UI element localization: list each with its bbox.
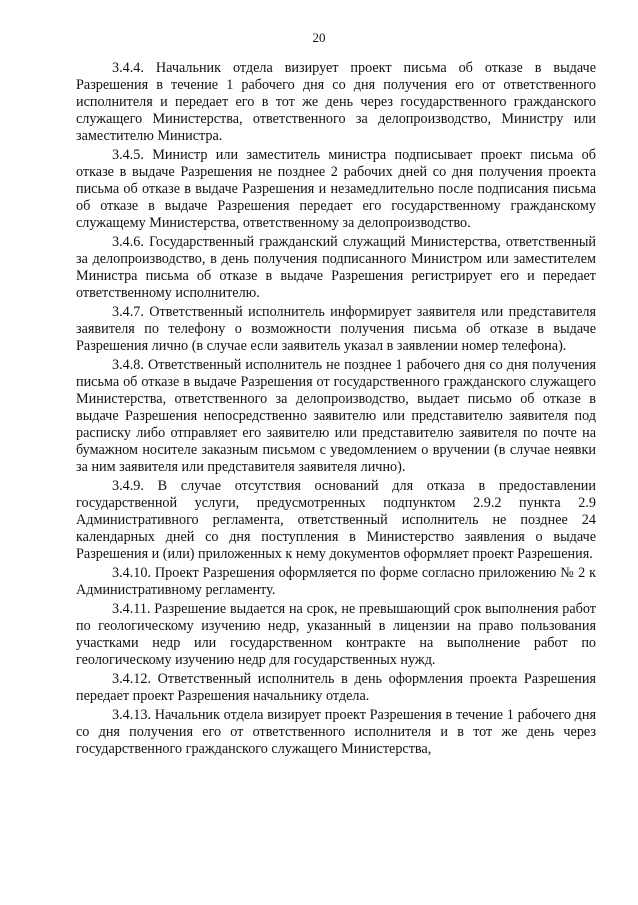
document-body bbox=[76, 60, 596, 758]
paragraph-3-4-8: 3.4.8. Ответственный исполнитель не позднее 1 рабочего дня со дня получения письма об отказе в выдаче Разрешения от государственного гражданского служащего Министерства, ответственного за делопроизводство, выдает письмо об отказе в выдаче Разрешения непосредственно заявителю или представителю заявителя под расписку либо отправляет его заявителю или представителю заявителя по почте на бумажном носителе заказным письмом с уведомлением о вручении (в случае неявки за ним заявителя или представителя заявителя лично). bbox=[76, 357, 596, 475]
paragraph-3-4-4: 3.4.4. Начальник отдела визирует проект письма об отказе в выдаче Разрешения в течение 1 рабочего дня со дня получения его от ответственного исполнителя и передает его в тот же день через государственного гражданского служащего Министерства, ответственного за делопроизводство, Министру или заместителю Министра. bbox=[76, 60, 596, 144]
page-number: 20 bbox=[312, 30, 326, 45]
paragraph-3-4-9: 3.4.9. В случае отсутствия оснований для отказа в предоставлении государственной услуги, предусмотренных подпунктом 2.9.2 пункта 2.9 Административного регламента, ответственный исполнитель не позднее 24 календарных дней со дня поступления в Министерство заявления о выдаче Разрешения и (или) приложенных к нему документов оформляет проект Разрешения. bbox=[76, 478, 596, 562]
paragraph-3-4-10: 3.4.10. Проект Разрешения оформляется по форме согласно приложению № 2 к Административному регламенту. bbox=[76, 565, 596, 598]
paragraph-3-4-12: 3.4.12. Ответственный исполнитель в день оформления проекта Разрешения передает проект Разрешения начальнику отдела. bbox=[76, 671, 596, 704]
paragraph-3-4-13: 3.4.13. Начальник отдела визирует проект Разрешения в течение 1 рабочего дня со дня получения его от ответственного исполнителя и в тот же день через государственного гражданского служащего Министерства, bbox=[76, 707, 596, 757]
paragraph-3-4-6: 3.4.6. Государственный гражданский служащий Министерства, ответственный за делопроизводство, в день получения подписанного Министром или заместителем Министра письма об отказе в выдаче Разрешения регистрирует его и передает ответственному исполнителю. bbox=[76, 234, 596, 301]
paragraph-3-4-7: 3.4.7. Ответственный исполнитель информирует заявителя или представителя заявителя по телефону о возможности получения письма об отказе в выдаче Разрешения лично (в случае если заявитель указал в заявлении номер телефона). bbox=[76, 304, 596, 354]
paragraph-3-4-5: 3.4.5. Министр или заместитель министра подписывает проект письма об отказе в выдаче Разрешения не позднее 2 рабочих дней со дня получения проекта письма об отказе в выдаче Разрешения и незамедлительно после подписания письма об отказе в выдаче Разрешения передает его государственному гражданскому служащему Министерства, ответственному за делопроизводство. bbox=[76, 147, 596, 231]
paragraph-3-4-11: 3.4.11. Разрешение выдается на срок, не превышающий срок выполнения работ по геологическому изучению недр, указанный в лицензии на право пользования участками недр или государственном контракте на выполнение работ по геологическому изучению недр для государственных нужд. bbox=[76, 601, 596, 668]
